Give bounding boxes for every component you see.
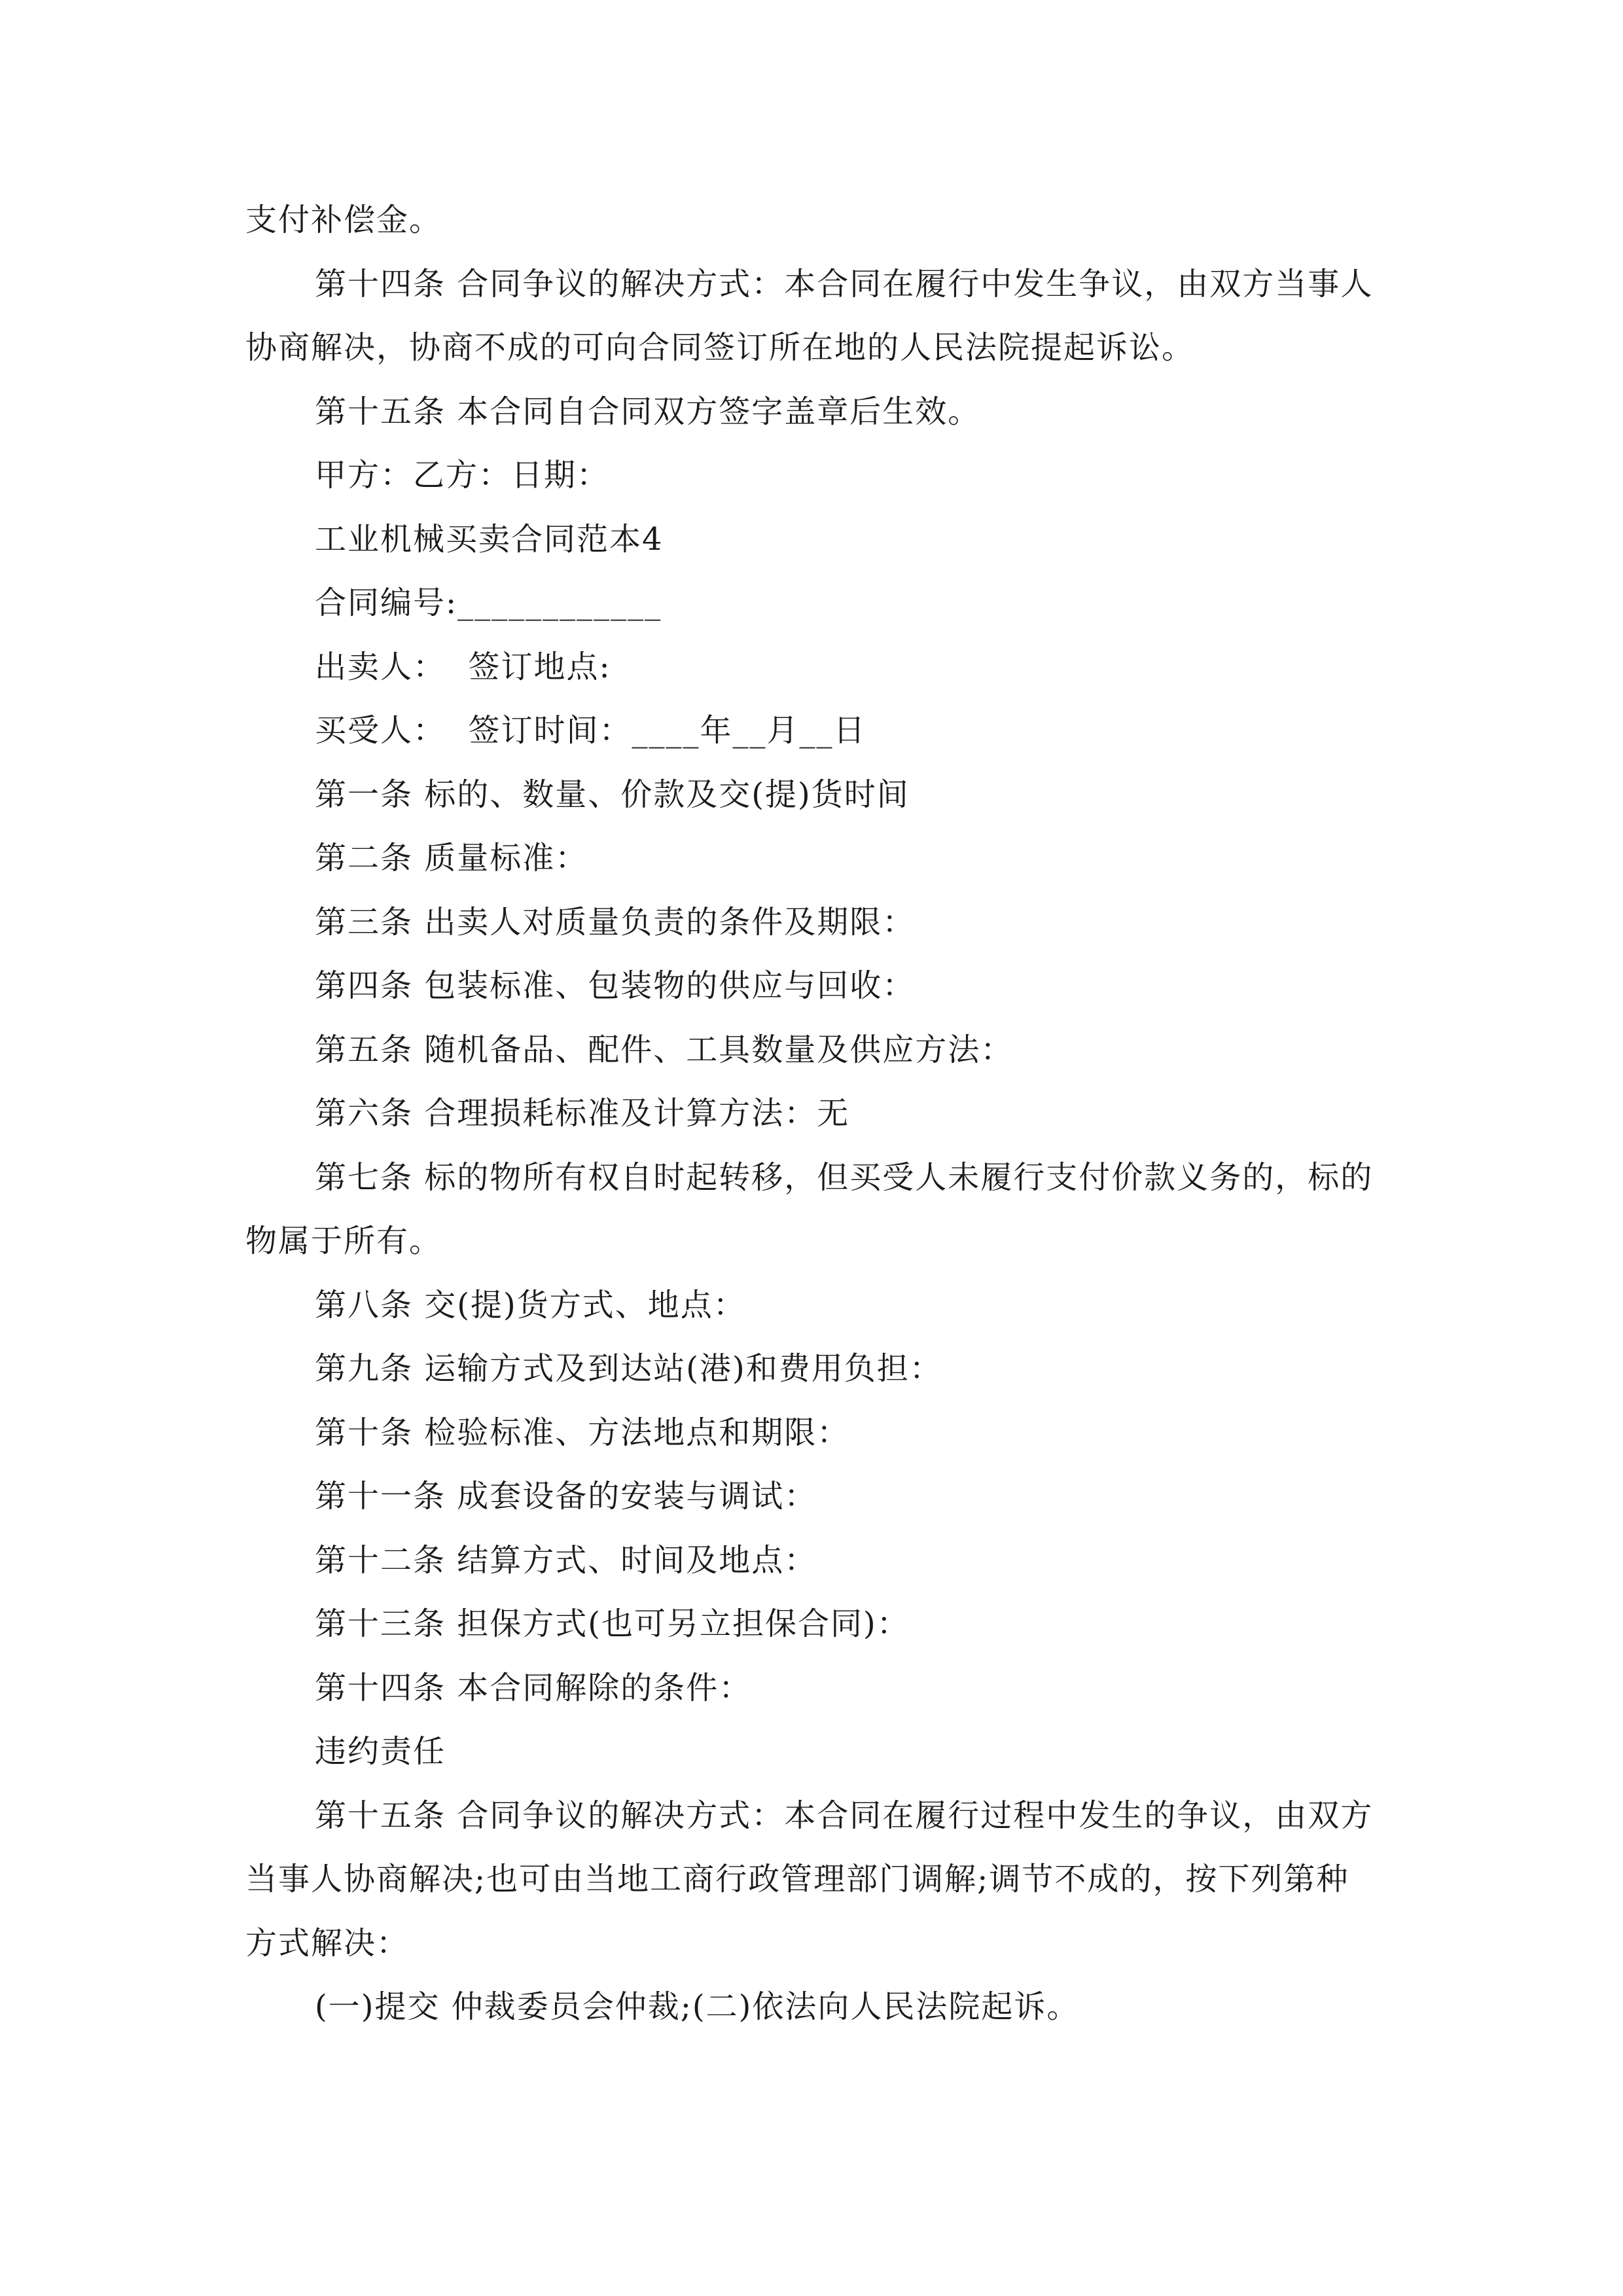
paragraph: 第四条 包装标准、包装物的供应与回收： xyxy=(315,967,916,1004)
paragraph: 第三条 出卖人对质量负责的条件及期限： xyxy=(315,903,916,941)
paragraph: 第八条 交(提)货方式、地点： xyxy=(315,1286,746,1323)
paragraph: 甲方：乙方：日期： xyxy=(315,457,610,493)
document-body xyxy=(245,188,1381,2039)
paragraph: 买受人： 签订时间：____年__月__日 xyxy=(315,712,866,749)
paragraph: 第十四条 本合同解除的条件： xyxy=(315,1669,752,1706)
paragraph: 第十五条 本合同自合同双方签字盖章后生效。 xyxy=(315,393,981,430)
paragraph: 第一条 标的、数量、价款及交(提)货时间 xyxy=(315,776,910,813)
paragraph: 出卖人： 签订地点: xyxy=(315,648,611,685)
paragraph: 第六条 合理损耗标准及计算方法：无 xyxy=(315,1095,850,1132)
paragraph: 第十一条 成套设备的安装与调试： xyxy=(315,1478,817,1515)
paragraph: 合同编号:____________ xyxy=(315,584,662,621)
paragraph: 支付补偿金。 xyxy=(245,202,442,238)
paragraph: 工业机械买卖合同范本4 xyxy=(315,520,664,558)
paragraph: 第十三条 担保方式(也可另立担保合同)： xyxy=(315,1605,910,1642)
paragraph: 第七条 标的物所有权自时起转移，但买受人未履行支付价款义务的，标的物属于所有。 xyxy=(245,1158,1374,1259)
paragraph: 第十五条 合同争议的解决方式：本合同在履行过程中发生的争议，由双方当事人协商解决;也可由当地工商行政管理部门调解;调节不成的，按下列第种方式解决： xyxy=(245,1797,1374,1962)
paragraph: (一)提交 仲裁委员会仲裁;(二)依法向人民法院起诉。 xyxy=(315,1988,1080,2025)
paragraph: 违约责任 xyxy=(315,1733,446,1770)
paragraph: 第二条 质量标准： xyxy=(315,840,588,876)
paragraph: 第五条 随机备品、配件、工具数量及供应方法： xyxy=(315,1031,1014,1068)
paragraph: 第十四条 合同争议的解决方式：本合同在履行中发生争议，由双方当事人协商解决，协商不成的可向合同签订所在地的人民法院提起诉讼。 xyxy=(245,265,1374,366)
paragraph: 第十条 检验标准、方法地点和期限： xyxy=(315,1414,850,1451)
paragraph: 第九条 运输方式及到达站(港)和费用负担： xyxy=(315,1350,942,1387)
paragraph: 第十二条 结算方式、时间及地点： xyxy=(315,1541,817,1579)
